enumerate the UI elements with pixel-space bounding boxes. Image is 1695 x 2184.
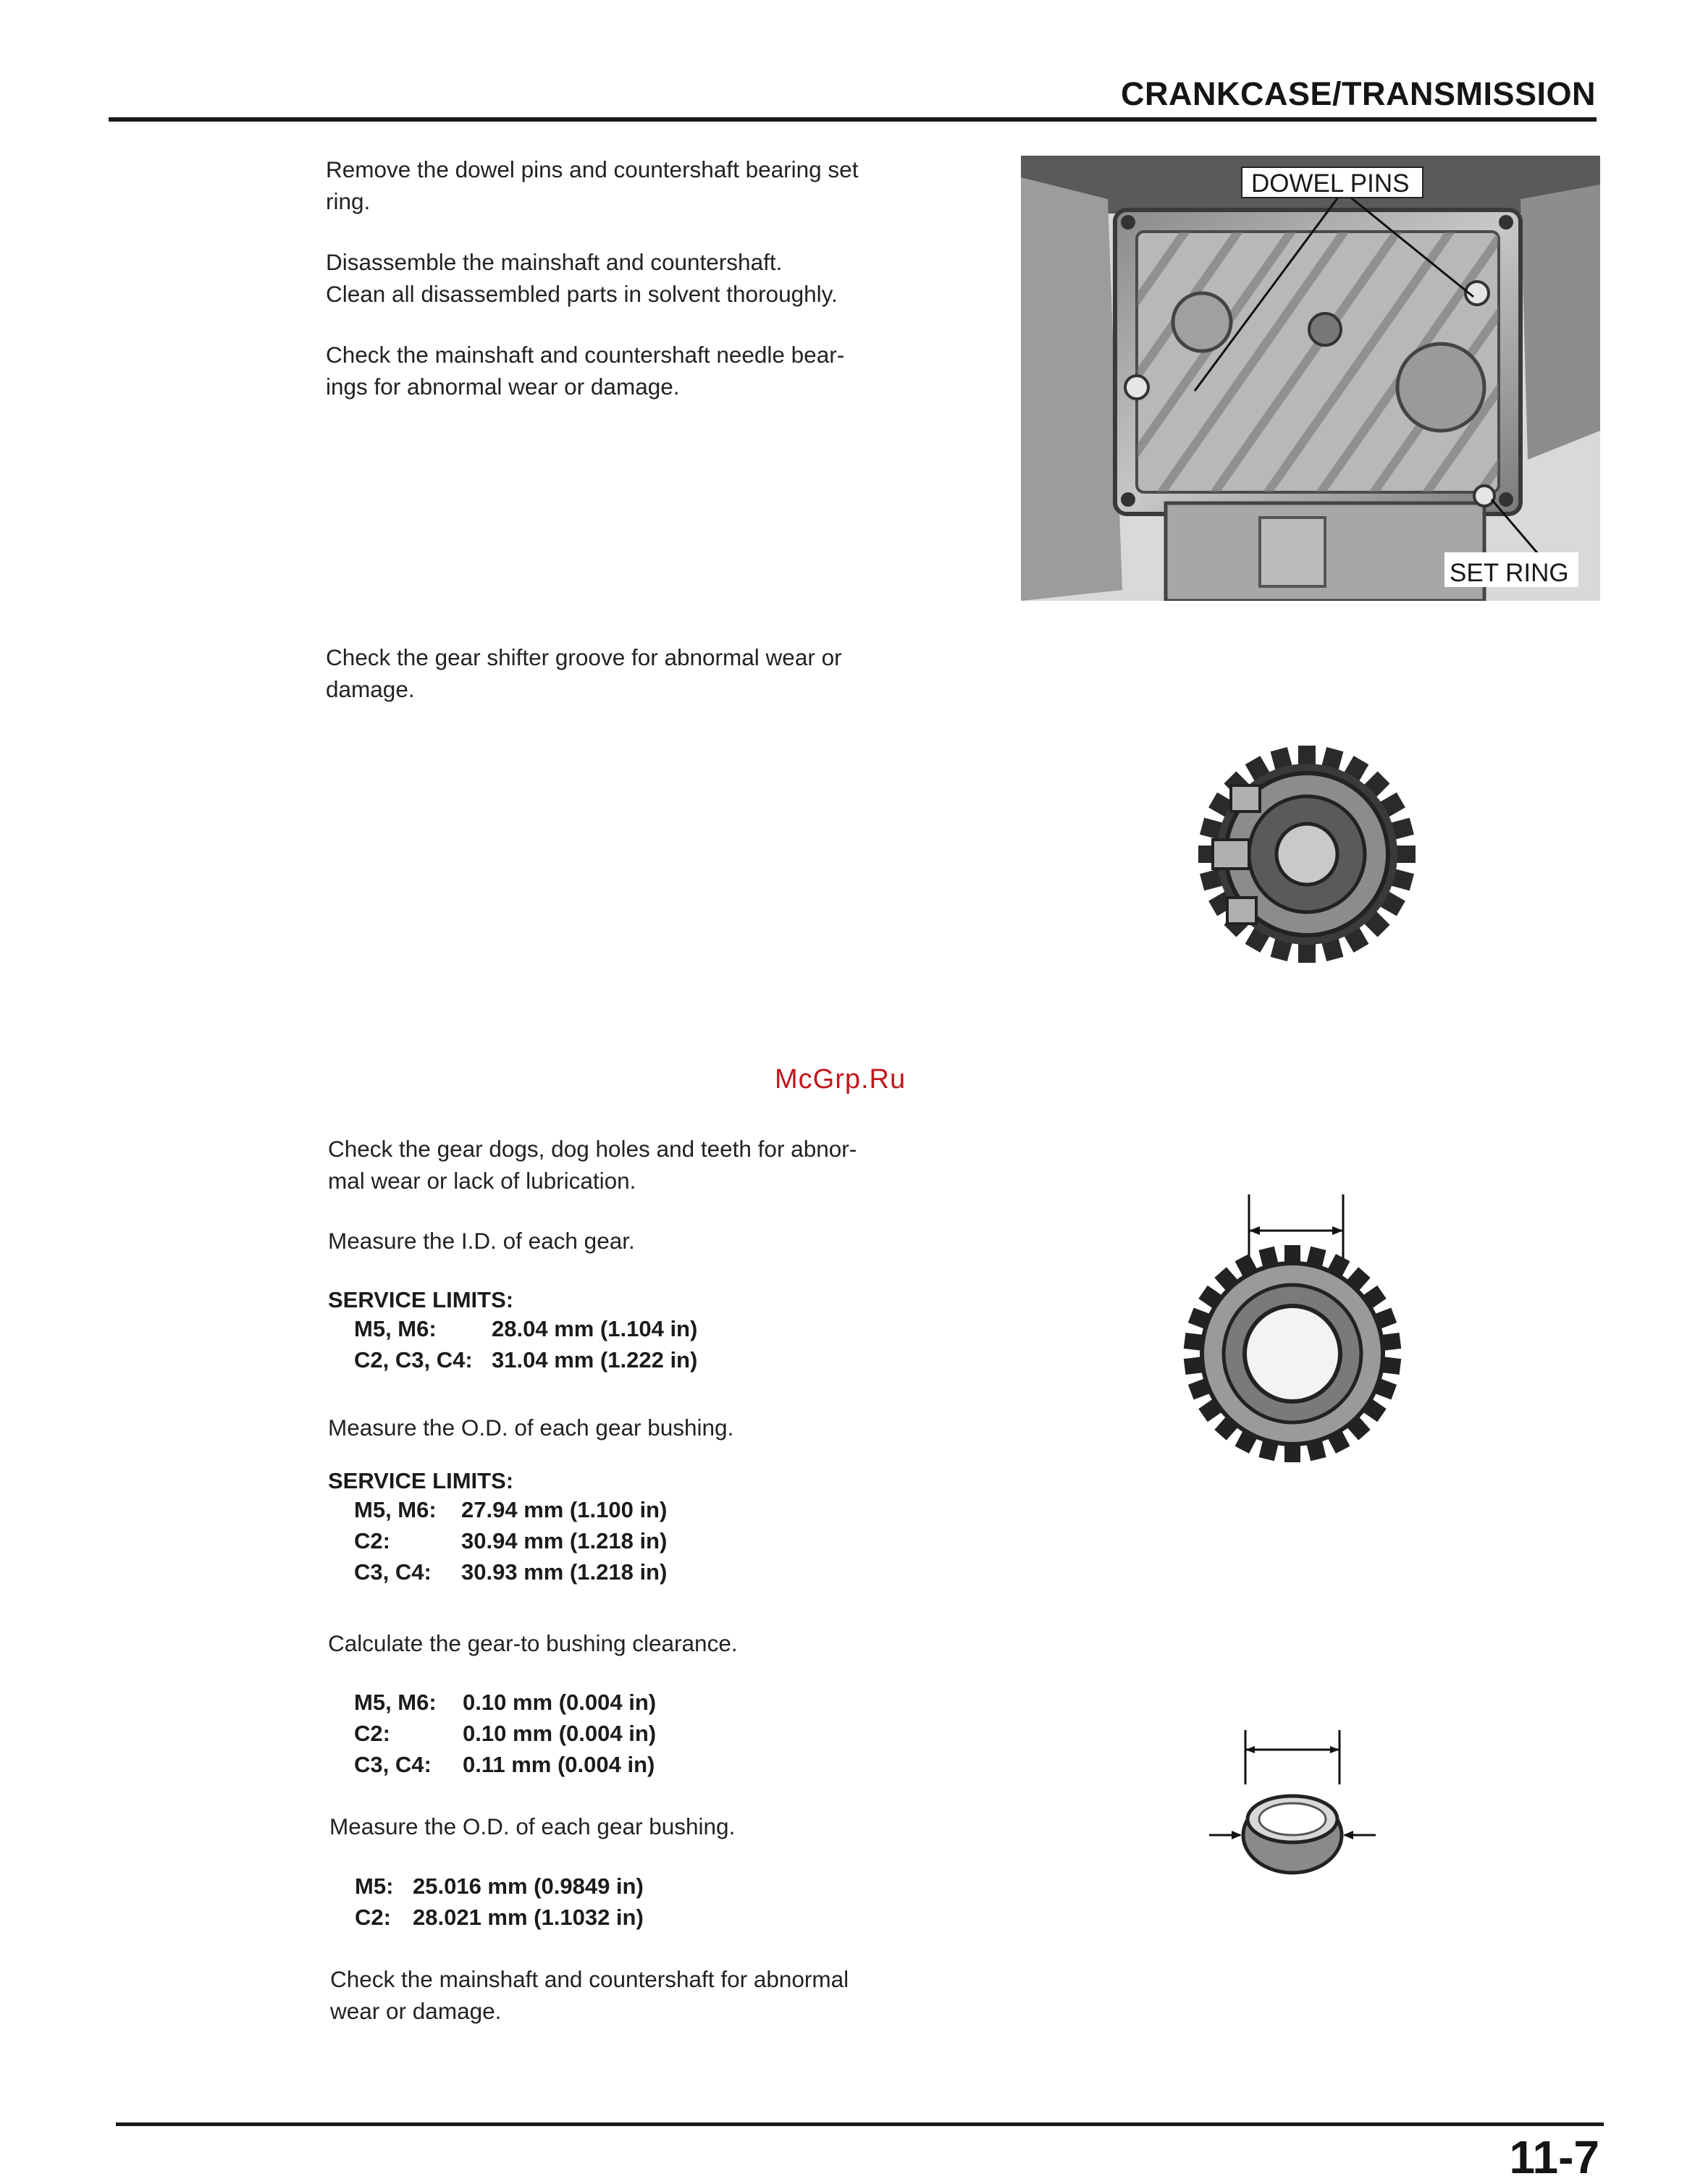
bushing-od-measurement-illustration <box>1206 1726 1387 1882</box>
label-dowel-pins: DOWEL PINS <box>1251 169 1410 198</box>
text-line: ings for abnormal wear or damage. <box>326 374 680 400</box>
para-measure-od <box>328 1412 969 1443</box>
text-line: damage. <box>326 676 415 702</box>
spec-key: C2: <box>354 1528 390 1553</box>
page-number: 11-7 <box>1509 2131 1599 2183</box>
spec-key: C2, C3, C4: <box>354 1347 473 1373</box>
footer-rule <box>116 2122 1604 2126</box>
spec-key: C3, C4: <box>354 1559 432 1585</box>
spec-key: C2: <box>354 1721 390 1746</box>
spec-value: 30.94 mm (1.218 in) <box>461 1528 668 1553</box>
spec-row <box>354 1718 656 1749</box>
text-line: Check the mainshaft and countershaft for abnormal <box>330 1966 849 1992</box>
spec-row <box>354 1344 697 1375</box>
section-title: CRANKCASE/TRANSMISSION <box>1120 75 1596 112</box>
spec-value: 27.94 mm (1.100 in) <box>461 1497 668 1522</box>
text-line: Measure the O.D. of each gear bushing. <box>329 1813 736 1839</box>
spec-value: 0.10 mm (0.004 in) <box>463 1721 657 1746</box>
text-line: Check the gear dogs, dog holes and teeth for abnor- <box>328 1136 857 1162</box>
service-limits-title: SERVICE LIMITS: <box>328 1287 514 1312</box>
spec-row <box>354 1525 667 1556</box>
text-line: ring. <box>326 188 371 214</box>
service-limits-gear-id <box>328 1287 697 1375</box>
spec-row <box>354 1687 656 1718</box>
text-line: mal wear or lack of lubrication. <box>328 1168 636 1194</box>
clearance-values <box>354 1687 656 1780</box>
para-measure-od-2 <box>329 1810 970 1842</box>
spec-row <box>354 1556 667 1588</box>
text-line: Measure the I.D. of each gear. <box>328 1228 635 1254</box>
spec-row <box>354 1494 667 1525</box>
spec-key: M5, M6: <box>354 1316 437 1341</box>
spec-key: M5: <box>355 1873 394 1899</box>
spec-key: C2: <box>355 1905 391 1930</box>
text-line: Check the mainshaft and countershaft needle bear- <box>326 342 845 368</box>
spec-value: 28.04 mm (1.104 in) <box>492 1316 698 1341</box>
para-needle-bearings <box>326 339 967 402</box>
text-line: wear or damage. <box>330 1998 502 2024</box>
spec-row <box>355 1902 644 1933</box>
spec-value: 30.93 mm (1.218 in) <box>461 1559 668 1585</box>
para-disassemble <box>326 246 967 310</box>
spec-value: 0.11 mm (0.004 in) <box>463 1752 655 1777</box>
para-calculate-clearance <box>328 1627 969 1659</box>
para-shifter-groove <box>326 641 967 705</box>
bushing-values <box>355 1871 644 1933</box>
text-line: Remove the dowel pins and countershaft bearing set <box>326 156 859 182</box>
spec-value: 28.021 mm (1.1032 in) <box>413 1905 644 1930</box>
label-set-ring: SET RING <box>1450 559 1569 587</box>
para-check-shafts <box>330 1963 971 2027</box>
service-limits-title: SERVICE LIMITS: <box>328 1468 514 1493</box>
header-rule <box>109 117 1597 122</box>
spec-value: 25.016 mm (0.9849 in) <box>413 1873 644 1899</box>
para-remove-dowel-pins <box>326 153 967 217</box>
spec-key: C3, C4: <box>354 1752 432 1777</box>
shifter-gear-illustration <box>1177 724 1437 985</box>
crankcase-photo <box>1021 156 1600 601</box>
text-line: Disassemble the mainshaft and countershaft. <box>326 249 783 275</box>
text-line: Calculate the gear-to bushing clearance. <box>328 1630 738 1656</box>
text-line: Measure the O.D. of each gear bushing. <box>328 1414 734 1441</box>
para-gear-dogs <box>328 1133 969 1197</box>
spec-key: M5, M6: <box>354 1497 437 1522</box>
spec-row <box>354 1749 656 1780</box>
gear-id-measurement-illustration <box>1173 1187 1412 1477</box>
spec-row <box>355 1871 644 1902</box>
text-line: Check the gear shifter groove for abnormal wear or <box>326 644 842 670</box>
text-line: Clean all disassembled parts in solvent thoroughly. <box>326 281 838 307</box>
spec-key: M5, M6: <box>354 1690 437 1715</box>
watermark: McGrp.Ru <box>775 1064 907 1095</box>
spec-value: 31.04 mm (1.222 in) <box>492 1347 698 1373</box>
spec-value: 0.10 mm (0.004 in) <box>463 1690 657 1715</box>
service-limits-bushing-od <box>328 1468 667 1588</box>
para-measure-id <box>328 1225 969 1257</box>
spec-row <box>354 1313 697 1344</box>
